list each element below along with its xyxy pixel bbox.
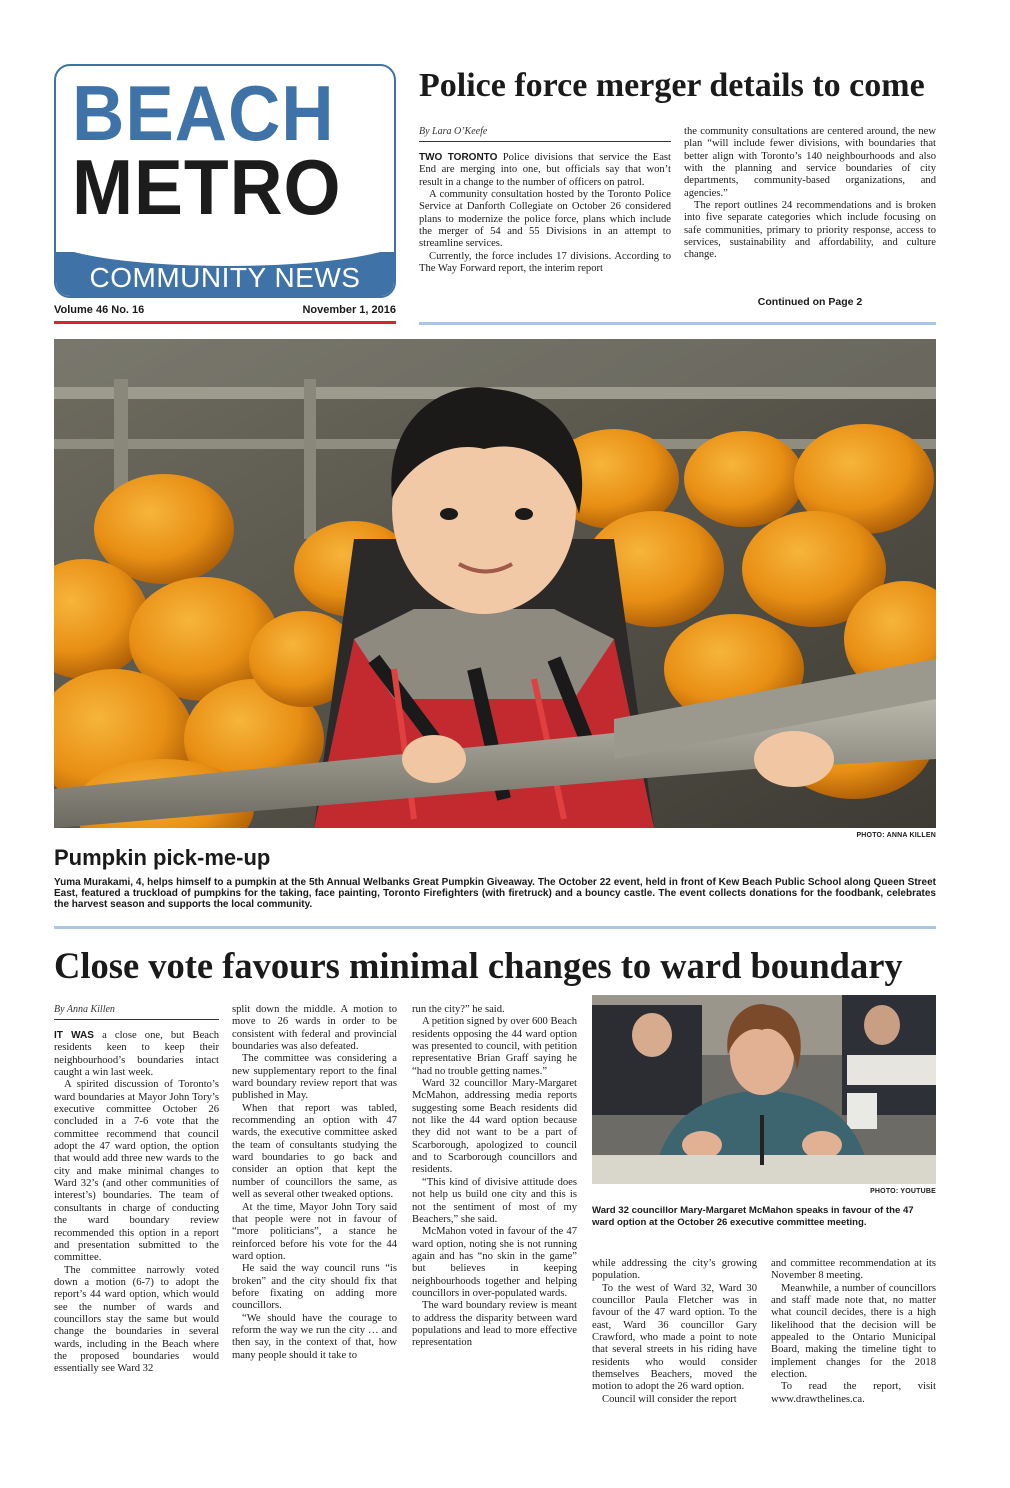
continued-link[interactable]: Continued on Page 2 — [757, 296, 863, 308]
story2-col2-p6: “We should have the courage to reform the way we run the city … and then say, in the context of that, how many people should it take to — [232, 1312, 397, 1361]
issue-date: November 1, 2016 — [302, 304, 396, 316]
story1-column-2 — [684, 126, 936, 262]
story1-leadin: TWO TORONTO — [419, 152, 498, 163]
photo2-caption: Ward 32 councillor Mary-Margaret McMahon speaks in favour of the 47 ward option at the October 26 executive committee meeting. — [592, 1205, 914, 1228]
masthead-community-news: COMMUNITY NEWS — [89, 262, 361, 293]
masthead-metro: METRO — [72, 143, 342, 231]
story2-col2-p1: split down the middle. A motion to move to 26 wards in order to be consistent with federal and provincial boundaries was also defeated. — [232, 1004, 397, 1053]
story2-col2-p2: The committee was considering a new supplementary report to the final ward boundary review report that was published in May. — [232, 1053, 397, 1102]
story2-col3-p3: Ward 32 councillor Mary-Margaret McMahon, addressing media reports suggesting some Beach residents did not like the 44 ward option because they did not want to be a part of Scarborough, apologized to council and to Scarborough councillors and residents. — [412, 1078, 577, 1176]
story2-col1-p1 — [54, 1030, 219, 1079]
story2-column-1 — [54, 1030, 219, 1376]
story2-col3-p1: run the city?” he said. — [412, 1004, 505, 1015]
story2-column-5 — [771, 1258, 936, 1406]
photo1-credit: PHOTO: ANNA KILLEN — [856, 832, 936, 839]
councillor-photo-illustration — [592, 995, 936, 1184]
story1-column-1 — [419, 152, 671, 275]
story1-bottom-rule — [419, 322, 936, 325]
story2-column-2 — [232, 1004, 397, 1362]
story2-headline: Close vote favours minimal changes to ward boundary — [54, 945, 903, 986]
story2-column-4 — [592, 1258, 757, 1406]
story2-column-3 — [412, 1004, 577, 1350]
story2-col4-p2: To the west of Ward 32, Ward 30 councillor Paula Fletcher was in favour of the 47 ward option. To the east, Ward 36 councillor Gary Crawford, who made a point to note that several streets in his riding have residents who would consider themselves Beachers, moved the motion to adopt the 26 ward option. — [592, 1282, 757, 1393]
story1-col2-p2: The report outlines 24 recommendations and is broken into five separate categories which include focusing on safe communities, primary to priority response, access to services, sustainability and affordability, and culture change. — [684, 200, 936, 261]
story1-byline-rule — [419, 141, 671, 142]
photo2-credit: PHOTO: YOUTUBE — [870, 1188, 936, 1195]
story2-col5-p3: To read the report, visit www.drawthelines.ca. — [771, 1381, 936, 1405]
story1-headline: Police force merger details to come — [419, 67, 925, 104]
story2-byline-rule — [54, 1019, 219, 1020]
photo1-caption: Yuma Murakami, 4, helps himself to a pumpkin at the 5th Annual Welbanks Great Pumpkin Giveaway. The October 22 event, held in front of Kew Beach Public School along Queen Street East, featured a truckload of pumpkins for the taking, face painting, Toronto Firefighters (with firetruck) and a bouncy castle. The event collects donations for the foodbank, celebrates the harvest season and supports the local community. — [54, 877, 936, 910]
story1-col1-p1-text: Police divisions that service the East End are merging into one, but officials say that won’t result in a change to the number of officers on patrol. — [419, 152, 671, 188]
pumpkin-photo — [54, 339, 936, 828]
story2-byline: By Anna Killen — [54, 1004, 115, 1015]
story2-col3-p5: McMahon voted in favour of the 47 ward option, noting she is not running again and has “no skin in the game” but believes in keeping neighbourhoods together and helping councillors in over-populated wards. — [412, 1226, 577, 1299]
masthead-logo — [54, 64, 396, 298]
story1-col1-p1 — [419, 152, 671, 189]
story2-col1-p2: A spirited discussion of Toronto’s ward boundaries at Mayor John Tory’s executive committee October 26 concluded in a 7-6 vote that the committee recommend that council adopt the 47 ward option, the option that would add three new wards to the city and make minimal changes to Ward 32’s (and other communities of interest’s) boundaries. The team of consultants in charge of conducting the ward boundary review recommended this option in a report and presentation submitted to the committee. — [54, 1079, 219, 1264]
story2-col5-p2: Meanwhile, a number of councillors and staff made note that, no matter what council decides, there is a high likelihood that the decision will be appealed to the Ontario Municipal Board, making the timeline tight to implement changes for the 2018 election. — [771, 1282, 936, 1381]
story2-leadin: IT WAS — [54, 1030, 94, 1041]
story1-col2-p1: the community consultations are centered around, the new plan “will include fewer divisions, with boundaries that better align with Toronto’s 140 neighbourhoods and also with the planning and service boundaries of city departments, community-based organizations, and agencies.” — [684, 126, 936, 199]
section-divider-rule — [54, 926, 936, 929]
pumpkin-photo-illustration — [54, 339, 936, 828]
masthead-beach: BEACH — [72, 69, 335, 157]
story1-byline: By Lara O’Keefe — [419, 126, 488, 137]
story2-col2-p4: At the time, Mayor John Tory said that people were not in favour of “more politicians”, a stance he reinforced before his vote for the 44 ward option. — [232, 1201, 397, 1262]
story2-col4-p1: while addressing the city’s growing population. — [592, 1258, 757, 1282]
masthead-red-rule — [54, 321, 396, 324]
story2-col3-p4: “This kind of divisive attitude does not help us build one city and this is not the sentiment of most of my Beachers,” she said. — [412, 1176, 577, 1225]
photo1-caption-headline: Pumpkin pick-me-up — [54, 845, 271, 870]
story2-col3-p6: The ward boundary review is meant to address the disparity between ward populations and lead to more effective representation — [412, 1300, 577, 1349]
story2-col2-p5: He said the way council runs “is broken” and the city should fix that before fixating on adding more councillors. — [232, 1263, 397, 1312]
story2-col3-p2: A petition signed by over 600 Beach residents opposing the 44 ward option was presented to council, with petition representative Brian Graff saying he “had no trouble getting names.” — [412, 1016, 577, 1077]
story2-col5-p1: and committee recommendation at its November 8 meeting. — [771, 1258, 936, 1282]
story2-col1-p3: The committee narrowly voted down a motion (6-7) to adopt the report’s 44 ward option, which would see the number of wards and councillors stay the same but would change the boundaries in several wards, including in the Beach where the proposed boundaries would essentially see Ward 32 — [54, 1264, 219, 1375]
councillor-photo — [592, 995, 936, 1184]
volume-number: Volume 46 No. 16 — [54, 304, 145, 316]
story1-col1-p3: Currently, the force includes 17 divisions. According to The Way Forward report, the interim report — [419, 250, 671, 275]
story1-col1-p2: A community consultation hosted by the Toronto Police Service at Danforth Collegiate on October 26 considered plans to modernize the police force, plans which include the merger of 54 and 55 Divisions in an attempt to streamline services. — [419, 189, 671, 250]
story2-col4-p3: Council will consider the report — [602, 1393, 737, 1405]
story2-col1-p1-text: a close one, but Beach residents keen to keep their neighbourhood’s boundaries intact caught a win last week. — [54, 1030, 220, 1079]
story2-col2-p3: When that report was tabled, recommending an option with 47 wards, the executive committee asked the team of consultants studying the ward boundaries to go back and consider an option that kept the number of councillors the same, as well as several other tweaked options. — [232, 1102, 397, 1201]
